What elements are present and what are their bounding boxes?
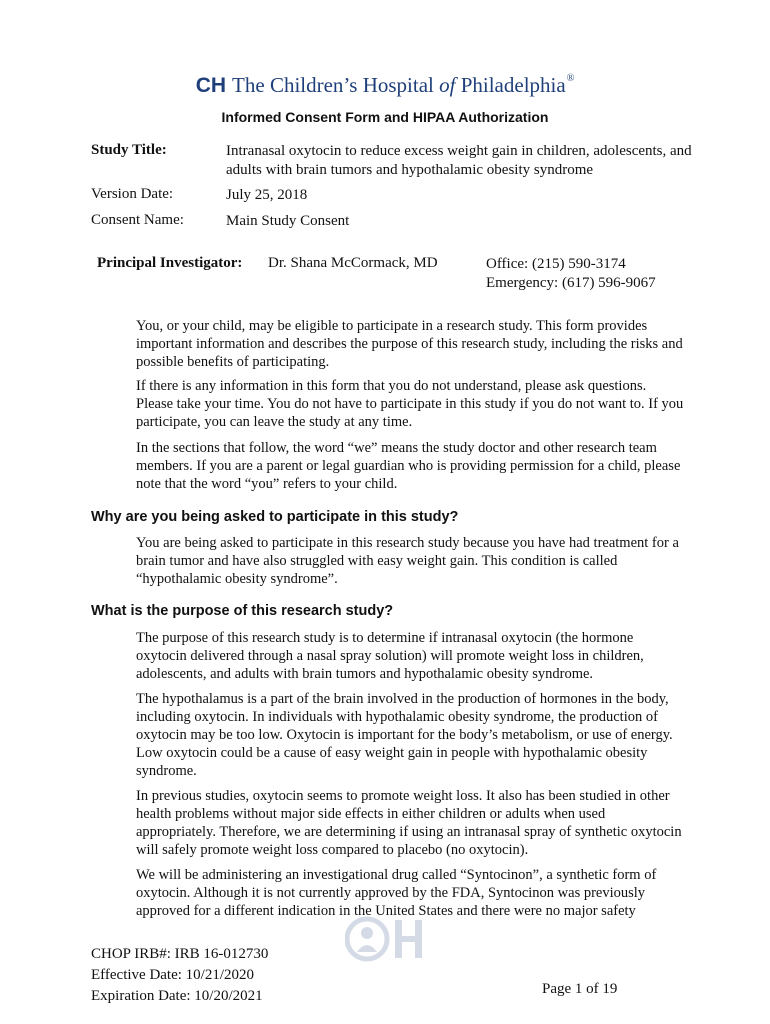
investigator-contact — [486, 255, 656, 293]
version-date-label: Version Date: — [91, 186, 174, 202]
principal-investigator-label: Principal Investigator: — [97, 255, 243, 271]
purpose-paragraph-4: We will be administering an investigational drug called “Syntocinon”, a synthetic form of oxytocin. Although it is not currently approved by the FDA, Syntocinon was previously approved for a different indication in the United States and there were no major safety — [136, 867, 657, 919]
purpose-paragraph-3: In previous studies, oxytocin seems to promote weight loss. It also has been studied in other health problems without major side effects in either children or adults when used appropriately. Therefore, we are determining if using an intranasal spray of synthetic oxytocin will safely promote weight loss compared to placebo (no oxytocin). — [136, 788, 682, 858]
expiration-date: Expiration Date: 10/20/2021 — [91, 988, 263, 1004]
section-heading-why: Why are you being asked to participate in this study? — [91, 509, 459, 525]
study-title-label: Study Title: — [91, 142, 167, 158]
effective-date: Effective Date: 10/21/2020 — [91, 967, 255, 983]
consent-name-label: Consent Name: — [91, 212, 184, 228]
intro-paragraph-3: In the sections that follow, the word “we” means the study doctor and other research team members. If you are a parent or legal guardian who is providing permission for a child, please note that the word “you” refers to your child. — [136, 440, 681, 492]
chop-logo-mark: CH — [195, 74, 227, 97]
study-title-value: Intranasal oxytocin to reduce excess weight gain in children, adolescents, and adults with brain tumors and hypothalamic obesity syndrome — [226, 143, 692, 178]
intro-paragraph-1: You, or your child, may be eligible to participate in a research study. This form provides important information and describes the purpose of this research study, including the risks and possible benefits of participating. — [136, 318, 683, 370]
registered-mark: ® — [566, 73, 575, 84]
principal-investigator-name: Dr. Shana McCormack, MD — [268, 255, 438, 271]
office-phone: Office: (215) 590-3174 — [486, 256, 626, 272]
hospital-logo — [0, 73, 770, 98]
purpose-paragraph-2: The hypothalamus is a part of the brain involved in the production of hormones in the body, including oxytocin. In individuals with hypothalamic obesity syndrome, the production of oxytocin may be too low. Oxytocin is important for the body’s metabolism, or use of energy. Low oxytocin could be a cause of easy weight gain in people with hypothalamic obesity syndrome. — [136, 691, 673, 779]
emergency-phone: Emergency: (617) 596-9067 — [486, 275, 656, 291]
consent-name-value: Main Study Consent — [226, 213, 350, 229]
why-paragraph-1: You are being asked to participate in this research study because you have had treatment for a brain tumor and have also struggled with easy weight gain. This condition is called “hypothalamic obesity syndrome”. — [136, 535, 679, 587]
section-heading-purpose: What is the purpose of this research study? — [91, 603, 394, 619]
institution-name-of: of — [439, 73, 456, 97]
irb-number: CHOP IRB#: IRB 16-012730 — [91, 946, 269, 962]
irb-footer — [91, 944, 268, 1007]
institution-name-pre: The Children’s Hospital — [232, 73, 440, 97]
purpose-paragraph-1: The purpose of this research study is to determine if intranasal oxytocin (the hormone oxytocin delivered through a nasal spray solution) will promote weight loss in children, adolescents, and adults with brain tumors and hypothalamic obesity syndrome. — [136, 630, 644, 682]
form-title: Informed Consent Form and HIPAA Authorization — [221, 109, 549, 125]
chop-watermark-logo — [345, 916, 431, 962]
intro-paragraph-2: If there is any information in this form that you do not understand, please ask questions. Please take your time. You do not have to participate in this study if you do not want to. If you participate, you can leave the study at any time. — [136, 378, 684, 430]
institution-name-post: Philadelphia — [455, 73, 566, 97]
page-number: Page 1 of 19 — [542, 981, 618, 997]
version-date-value: July 25, 2018 — [226, 187, 308, 203]
